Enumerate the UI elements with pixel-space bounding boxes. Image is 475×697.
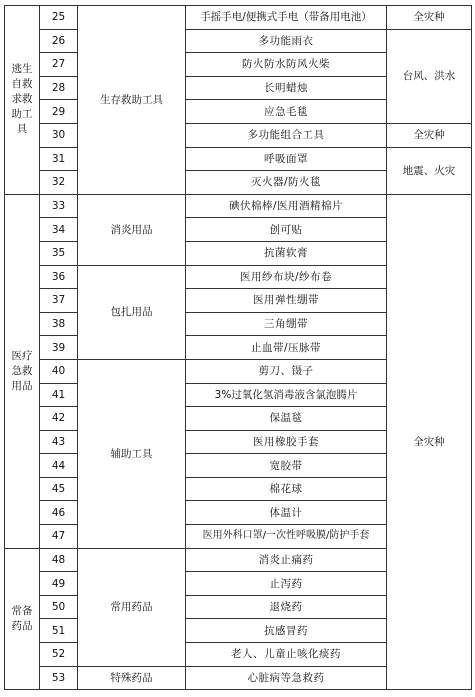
row-number: 38 (40, 312, 78, 336)
category-cell-escape: 逃生自救求救助工具 (5, 6, 40, 195)
subcategory-cell-special: 特殊药品 (78, 666, 186, 690)
item-name: 防火防水防风火柴 (186, 53, 387, 77)
row-number: 27 (40, 53, 78, 77)
item-name: 棉花球 (186, 477, 387, 501)
subcategory-cell-survival: 生存救助工具 (78, 6, 186, 195)
row-number: 39 (40, 336, 78, 360)
emergency-supply-table (4, 5, 472, 690)
table-row (5, 6, 472, 30)
subcategory-cell-bandage: 包扎用品 (78, 265, 186, 359)
row-number: 40 (40, 359, 78, 383)
item-name: 多功能雨衣 (186, 29, 387, 53)
item-name: 宽胶带 (186, 454, 387, 478)
item-name: 多功能组合工具 (186, 123, 387, 147)
item-name: 保温毯 (186, 407, 387, 431)
item-name: 抗菌软膏 (186, 241, 387, 265)
table-row (5, 123, 472, 147)
item-name: 体温计 (186, 501, 387, 525)
row-number: 47 (40, 525, 78, 549)
item-name: 医用外科口罩/一次性呼吸膜/防护手套 (186, 525, 387, 549)
row-number: 42 (40, 407, 78, 431)
subcategory-cell-aux: 辅助工具 (78, 359, 186, 548)
table-row (5, 147, 472, 171)
row-number: 48 (40, 548, 78, 572)
row-number: 25 (40, 6, 78, 30)
hazard-cell: 地震、火灾 (387, 147, 472, 194)
row-number: 52 (40, 643, 78, 667)
hazard-cell: 台风、洪水 (387, 29, 472, 123)
row-number: 35 (40, 241, 78, 265)
row-number: 34 (40, 218, 78, 242)
item-name: 手摇手电/便携式手电（带备用电池） (186, 6, 387, 30)
item-name: 应急毛毯 (186, 100, 387, 124)
item-name: 长明蜡烛 (186, 76, 387, 100)
row-number: 32 (40, 171, 78, 195)
item-name: 老人、儿童止咳化痰药 (186, 643, 387, 667)
row-number: 53 (40, 666, 78, 690)
category-cell-medical: 医疗急救用品 (5, 194, 40, 548)
row-number: 50 (40, 595, 78, 619)
subcategory-cell-disinfect: 消炎用品 (78, 194, 186, 265)
item-name: 3%过氧化氢消毒液含氯泡腾片 (186, 383, 387, 407)
item-name: 灭火器/防火毯 (186, 171, 387, 195)
row-number: 37 (40, 289, 78, 313)
item-name: 医用橡胶手套 (186, 430, 387, 454)
item-name: 三角绷带 (186, 312, 387, 336)
row-number: 36 (40, 265, 78, 289)
item-name: 抗感冒药 (186, 619, 387, 643)
row-number: 49 (40, 572, 78, 596)
table-row (5, 29, 472, 53)
category-cell-medicine: 常备药品 (5, 548, 40, 690)
row-number: 33 (40, 194, 78, 218)
table-row (5, 194, 472, 218)
row-number: 28 (40, 76, 78, 100)
item-name: 碘伏棉棒/医用酒精棉片 (186, 194, 387, 218)
item-name: 心脏病等急救药 (186, 666, 387, 690)
item-name: 消炎止痛药 (186, 548, 387, 572)
item-name: 止泻药 (186, 572, 387, 596)
item-name: 创可贴 (186, 218, 387, 242)
row-number: 46 (40, 501, 78, 525)
row-number: 44 (40, 454, 78, 478)
row-number: 29 (40, 100, 78, 124)
row-number: 51 (40, 619, 78, 643)
hazard-cell: 全灾种 (387, 194, 472, 689)
item-name: 止血带/压脉带 (186, 336, 387, 360)
row-number: 45 (40, 477, 78, 501)
item-name: 医用纱布块/纱布卷 (186, 265, 387, 289)
item-name: 剪刀、镊子 (186, 359, 387, 383)
hazard-cell: 全灾种 (387, 6, 472, 30)
row-number: 30 (40, 123, 78, 147)
hazard-cell: 全灾种 (387, 123, 472, 147)
row-number: 26 (40, 29, 78, 53)
item-name: 呼吸面罩 (186, 147, 387, 171)
item-name: 退烧药 (186, 595, 387, 619)
subcategory-cell-common: 常用药品 (78, 548, 186, 666)
row-number: 43 (40, 430, 78, 454)
item-name: 医用弹性绷带 (186, 289, 387, 313)
row-number: 41 (40, 383, 78, 407)
row-number: 31 (40, 147, 78, 171)
